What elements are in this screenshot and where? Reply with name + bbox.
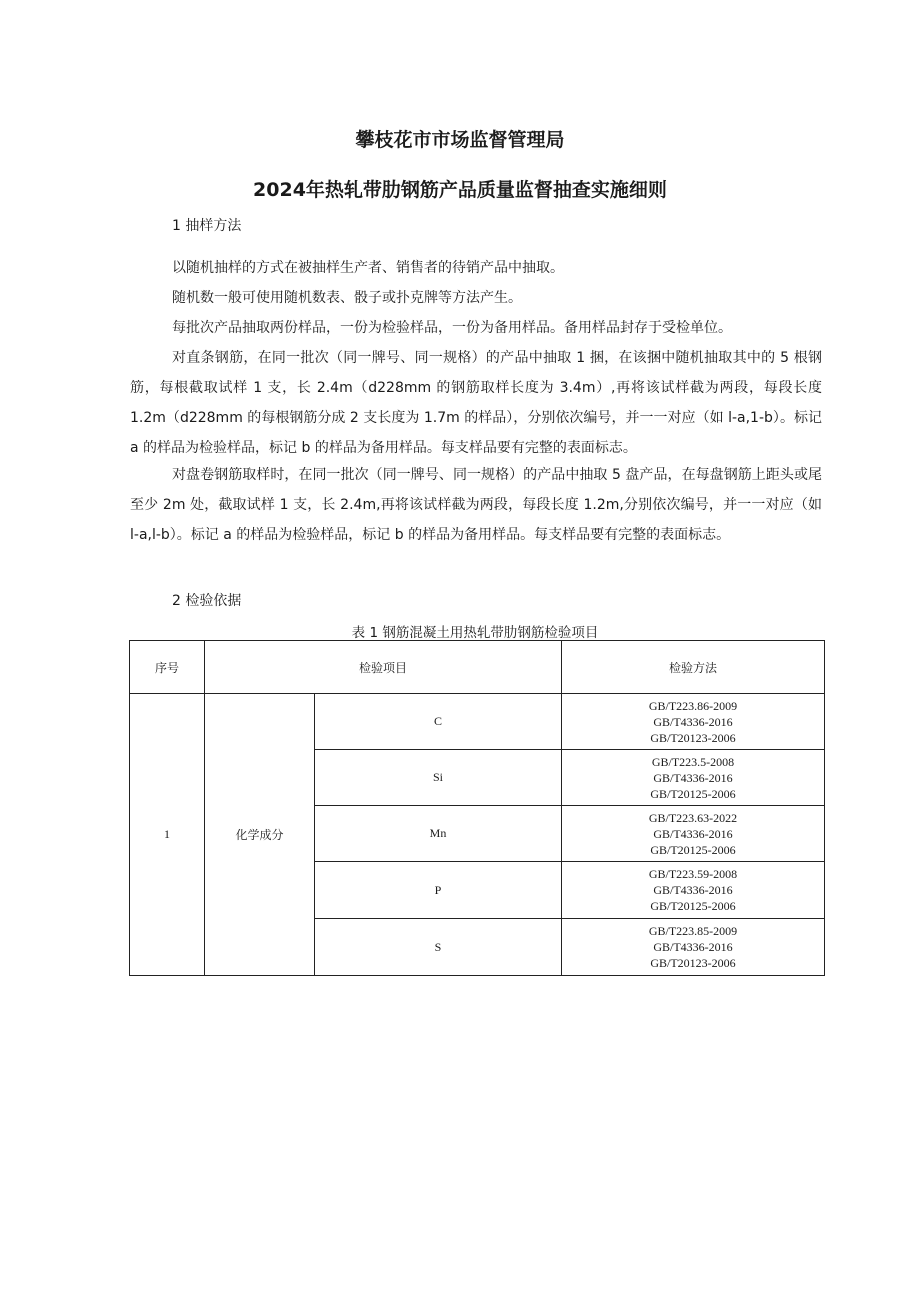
table-row — [130, 694, 825, 750]
method-line: GB/T20123-2006 — [650, 730, 736, 745]
method-cell — [562, 750, 825, 806]
element-cell: Si — [315, 750, 562, 806]
method-line: GB/T223.59-2008 — [648, 867, 738, 881]
header-method: 检验方法 — [562, 641, 825, 694]
method-line: GB/T4336-2016 — [653, 940, 733, 954]
method-line: GB/T4336-2016 — [653, 714, 733, 729]
section2-heading: 2 检验依据 — [172, 593, 242, 609]
element-cell: C — [315, 694, 562, 750]
row-seq: 1 — [130, 694, 205, 976]
method-line: GB/T20125-2006 — [650, 842, 736, 857]
method-line: GB/T20125-2006 — [650, 786, 736, 801]
header-seq: 序号 — [130, 641, 205, 694]
inspection-items-table — [129, 640, 825, 976]
paragraph-5: 对盘卷钢筋取样时，在同一批次（同一牌号、同一规格）的产品中抽取 5 盘产品，在每盘钢筋上距头或尾至少 2m 处，截取试样 1 支，长 2.4m,再将该试样截为两段，每段长度 1.2m,分别依次编号，并一一对应（如 l-a,l-b）。标记 a 的样品为检验样品，标记 b 的样品为备用样品。每支样品要有完整的表面标志。 — [130, 467, 822, 543]
table-header-row — [130, 641, 825, 694]
method-line: GB/T20125-2006 — [650, 899, 736, 913]
document-title: 2024年热轧带肋钢筋产品质量监督抽查实施细则 — [253, 179, 667, 201]
method-cell — [562, 919, 825, 976]
method-line: GB/T4336-2016 — [653, 826, 733, 841]
header-item: 检验项目 — [205, 641, 562, 694]
method-line: GB/T4336-2016 — [653, 770, 733, 785]
issuer-title: 攀枝花市市场监督管理局 — [355, 129, 565, 151]
method-cell — [562, 806, 825, 862]
element-cell: Mn — [315, 806, 562, 862]
method-line: GB/T223.85-2009 — [648, 924, 738, 938]
paragraph-3: 每批次产品抽取两份样品，一份为检验样品，一份为备用样品。备用样品封存于受检单位。 — [172, 320, 732, 336]
method-line: GB/T223.86-2009 — [648, 698, 738, 713]
method-cell — [562, 694, 825, 750]
method-cell — [562, 862, 825, 919]
method-line: GB/T4336-2016 — [653, 883, 733, 897]
paragraph-2: 随机数一般可使用随机数表、骰子或扑克牌等方法产生。 — [172, 290, 522, 306]
paragraph-1: 以随机抽样的方式在被抽样生产者、销售者的待销产品中抽取。 — [172, 260, 564, 276]
element-cell: S — [315, 919, 562, 976]
paragraph-4: 对直条钢筋，在同一批次（同一牌号、同一规格）的产品中抽取 1 捆，在该捆中随机抽取其中的 5 根钢筋，每根截取试样 1 支，长 2.4m（d228mm 的钢筋取样长度为 3.4m）,再将该试样截为两段，每段长度 1.2m（d228mm 的每根钢筋分成 2 支长度为 1.7m 的样品），分别依次编号，并一一对应（如 l-a,1-b）。标记 a 的样品为检验样品，标记 b 的样品为备用样品。每支样品要有完整的表面标志。 — [130, 350, 822, 456]
element-cell: P — [315, 862, 562, 919]
method-line: GB/T223.5-2008 — [651, 754, 735, 769]
method-line: GB/T223.63-2022 — [648, 810, 738, 825]
table-caption: 表 1 钢筋混凝土用热轧带肋钢筋检验项目 — [351, 625, 599, 641]
row-category: 化学成分 — [205, 694, 315, 976]
section1-heading: 1 抽样方法 — [172, 218, 242, 234]
method-line: GB/T20123-2006 — [650, 956, 736, 970]
